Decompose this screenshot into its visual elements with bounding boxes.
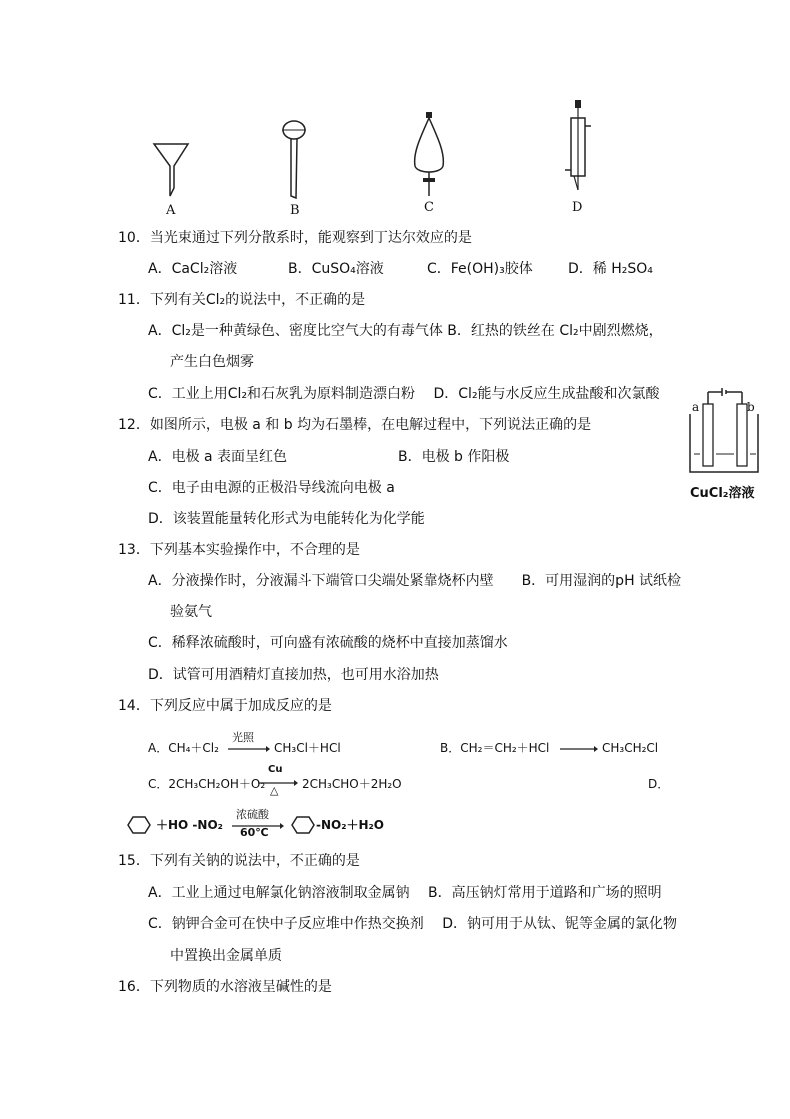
q15-options-ab: A．工业上通过电解氯化钠溶液制取金属钠 B．高压钠灯常用于道路和广场的照明 — [148, 885, 662, 901]
q10-option-b: B．CuSO₄溶液 — [288, 261, 384, 277]
benzene-ring-icon — [122, 815, 154, 835]
q10-option-d: D．稀 H₂SO₄ — [568, 261, 653, 277]
q13-options-ab: A．分液操作时，分液漏斗下端管口尖端处紧靠烧杯内壁 B．可用湿润的pH 试纸检 — [148, 573, 682, 589]
q14-stem: 14．下列反应中属于加成反应的是 — [118, 698, 332, 714]
condenser-tube-icon — [558, 98, 598, 198]
q12-option-b: B．电极 b 作阳极 — [398, 449, 510, 465]
q15-options-cd: C．钠钾合金可在快中子反应堆中作热交换剂 D．钠可用于从钛、铌等金属的氯化物 — [148, 916, 678, 932]
q14-option-d-products: -NO₂＋H₂O — [316, 818, 384, 832]
q12-stem: 12．如图所示，电极 a 和 b 均为石墨棒，在电解过程中，下列说法正确的是 — [118, 417, 592, 433]
q13-option-c: C．稀释浓硫酸时，可向盛有浓硫酸的烧杯中直接加蒸馏水 — [148, 635, 508, 651]
reaction-arrow-icon — [228, 745, 270, 753]
q12-option-a: A．电极 a 表面呈红色 — [148, 449, 288, 465]
q16-stem: 16．下列物质的水溶液呈碱性的是 — [118, 979, 332, 995]
q14-option-c-reactants: C．2CH₃CH₂OH＋O₂ — [148, 777, 266, 791]
q12-option-c: C．电子由电源的正极沿导线流向电极 a — [148, 480, 395, 496]
apparatus-label-b: B — [290, 203, 300, 218]
funnel-icon — [152, 140, 192, 210]
q14-option-d-temperature: 60℃ — [240, 826, 269, 839]
q15-options-cd-continued: 中置换出金属单质 — [170, 948, 282, 964]
electrode-a-label: a — [692, 400, 700, 414]
q11-stem: 11．下列有关Cl₂的说法中，不正确的是 — [118, 292, 366, 308]
q14-option-c-catalyst: Cu — [268, 764, 283, 775]
q13-stem: 13．下列基本实验操作中，不合理的是 — [118, 542, 360, 558]
q10-option-a: A．CaCl₂溶液 — [148, 261, 238, 277]
q10-option-c: C．Fe(OH)₃胶体 — [427, 261, 533, 277]
reaction-arrow-icon — [560, 745, 598, 753]
q13-option-d: D．试管可用酒精灯直接加热，也可用水浴加热 — [148, 667, 439, 683]
q14-option-a-reactants: A．CH₄＋Cl₂ — [148, 741, 219, 755]
q14-option-d-catalyst: 浓硫酸 — [236, 808, 269, 821]
electrode-b-label: b — [747, 400, 755, 414]
q14-option-d-reagent: ＋HO -NO₂ — [156, 818, 223, 832]
q11-options-cd: C．工业上用Cl₂和石灰乳为原料制造漂白粉 D．Cl₂能与水反应生成盐酸和次氯酸 — [148, 386, 660, 402]
q14-option-a-products: CH₃Cl＋HCl — [274, 741, 341, 755]
q15-stem: 15．下列有关钠的说法中，不正确的是 — [118, 853, 360, 869]
q14-option-c-heat: △ — [270, 784, 279, 797]
q14-option-b-products: CH₃CH₂Cl — [602, 741, 659, 755]
solution-label: CuCl₂溶液 — [690, 486, 755, 501]
q14-option-d-label: D． — [648, 777, 670, 791]
apparatus-label-a: A — [166, 203, 176, 218]
q11-options-ab: A．Cl₂是一种黄绿色、密度比空气大的有毒气体 B．红热的铁丝在 Cl₂中剧烈燃烧， — [148, 323, 663, 339]
q13-options-ab-continued: 验氨气 — [170, 604, 212, 620]
round-bottom-flask-icon — [278, 118, 318, 203]
q10-stem: 10．当光束通过下列分散系时，能观察到丁达尔效应的是 — [118, 230, 472, 246]
apparatus-label-c: C — [424, 200, 434, 215]
separatory-funnel-icon — [405, 110, 455, 200]
q11-options-ab-continued: 产生白色烟雾 — [170, 354, 254, 370]
q14-option-c-products: 2CH₃CHO＋2H₂O — [302, 777, 402, 791]
q14-option-a-condition: 光照 — [232, 731, 254, 744]
q14-option-b-reactants: B．CH₂＝CH₂＋HCl — [440, 741, 550, 755]
apparatus-label-d: D — [572, 200, 583, 215]
q12-option-d: D．该装置能量转化形式为电能转化为化学能 — [148, 511, 425, 527]
